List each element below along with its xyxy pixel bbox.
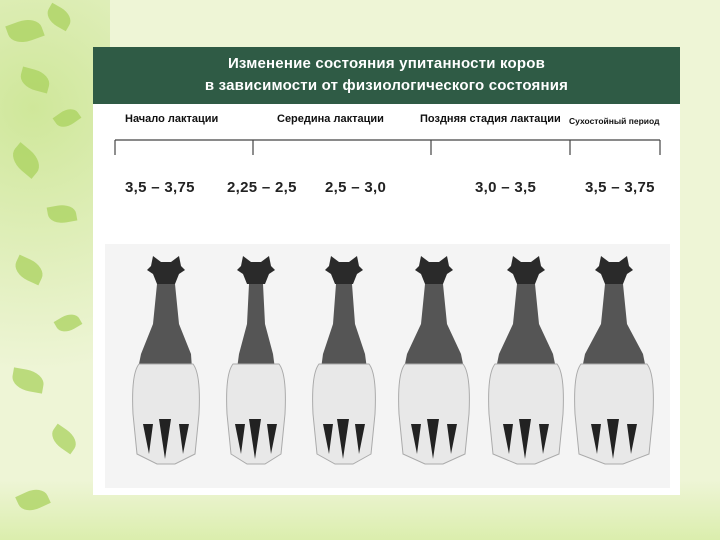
stage-bracket-lines bbox=[93, 47, 680, 187]
cow-rear-view-6 bbox=[571, 254, 657, 480]
cow-rear-view-3 bbox=[301, 254, 387, 480]
slide-panel bbox=[93, 47, 680, 495]
score-early-lactation: 3,5 – 3,75 bbox=[125, 179, 195, 196]
cow-rear-view-4 bbox=[391, 254, 477, 480]
score-late-lactation: 3,0 – 3,5 bbox=[475, 179, 537, 196]
stage-label-late-lactation: Поздняя стадия лактации bbox=[420, 113, 561, 125]
cow-rear-view-5 bbox=[483, 254, 569, 480]
stage-label-dry-period: Сухостойный период bbox=[569, 116, 660, 126]
slide-title-line2: в зависимости от физиологического состояния bbox=[204, 77, 569, 94]
score-mid-lactation-a: 2,25 – 2,5 bbox=[227, 179, 297, 196]
stage-label-mid-lactation: Середина лактации bbox=[277, 113, 384, 125]
cow-rear-views-image bbox=[105, 244, 670, 488]
score-mid-lactation-b: 2,5 – 3,0 bbox=[325, 179, 387, 196]
cow-rear-view-2 bbox=[213, 254, 299, 480]
cow-rear-view-1 bbox=[123, 254, 209, 480]
stage-label-early-lactation: Начало лактации bbox=[125, 113, 219, 125]
slide-title-line1: Изменение состояния упитанности коров bbox=[227, 55, 546, 72]
score-dry-period: 3,5 – 3,75 bbox=[585, 179, 655, 196]
